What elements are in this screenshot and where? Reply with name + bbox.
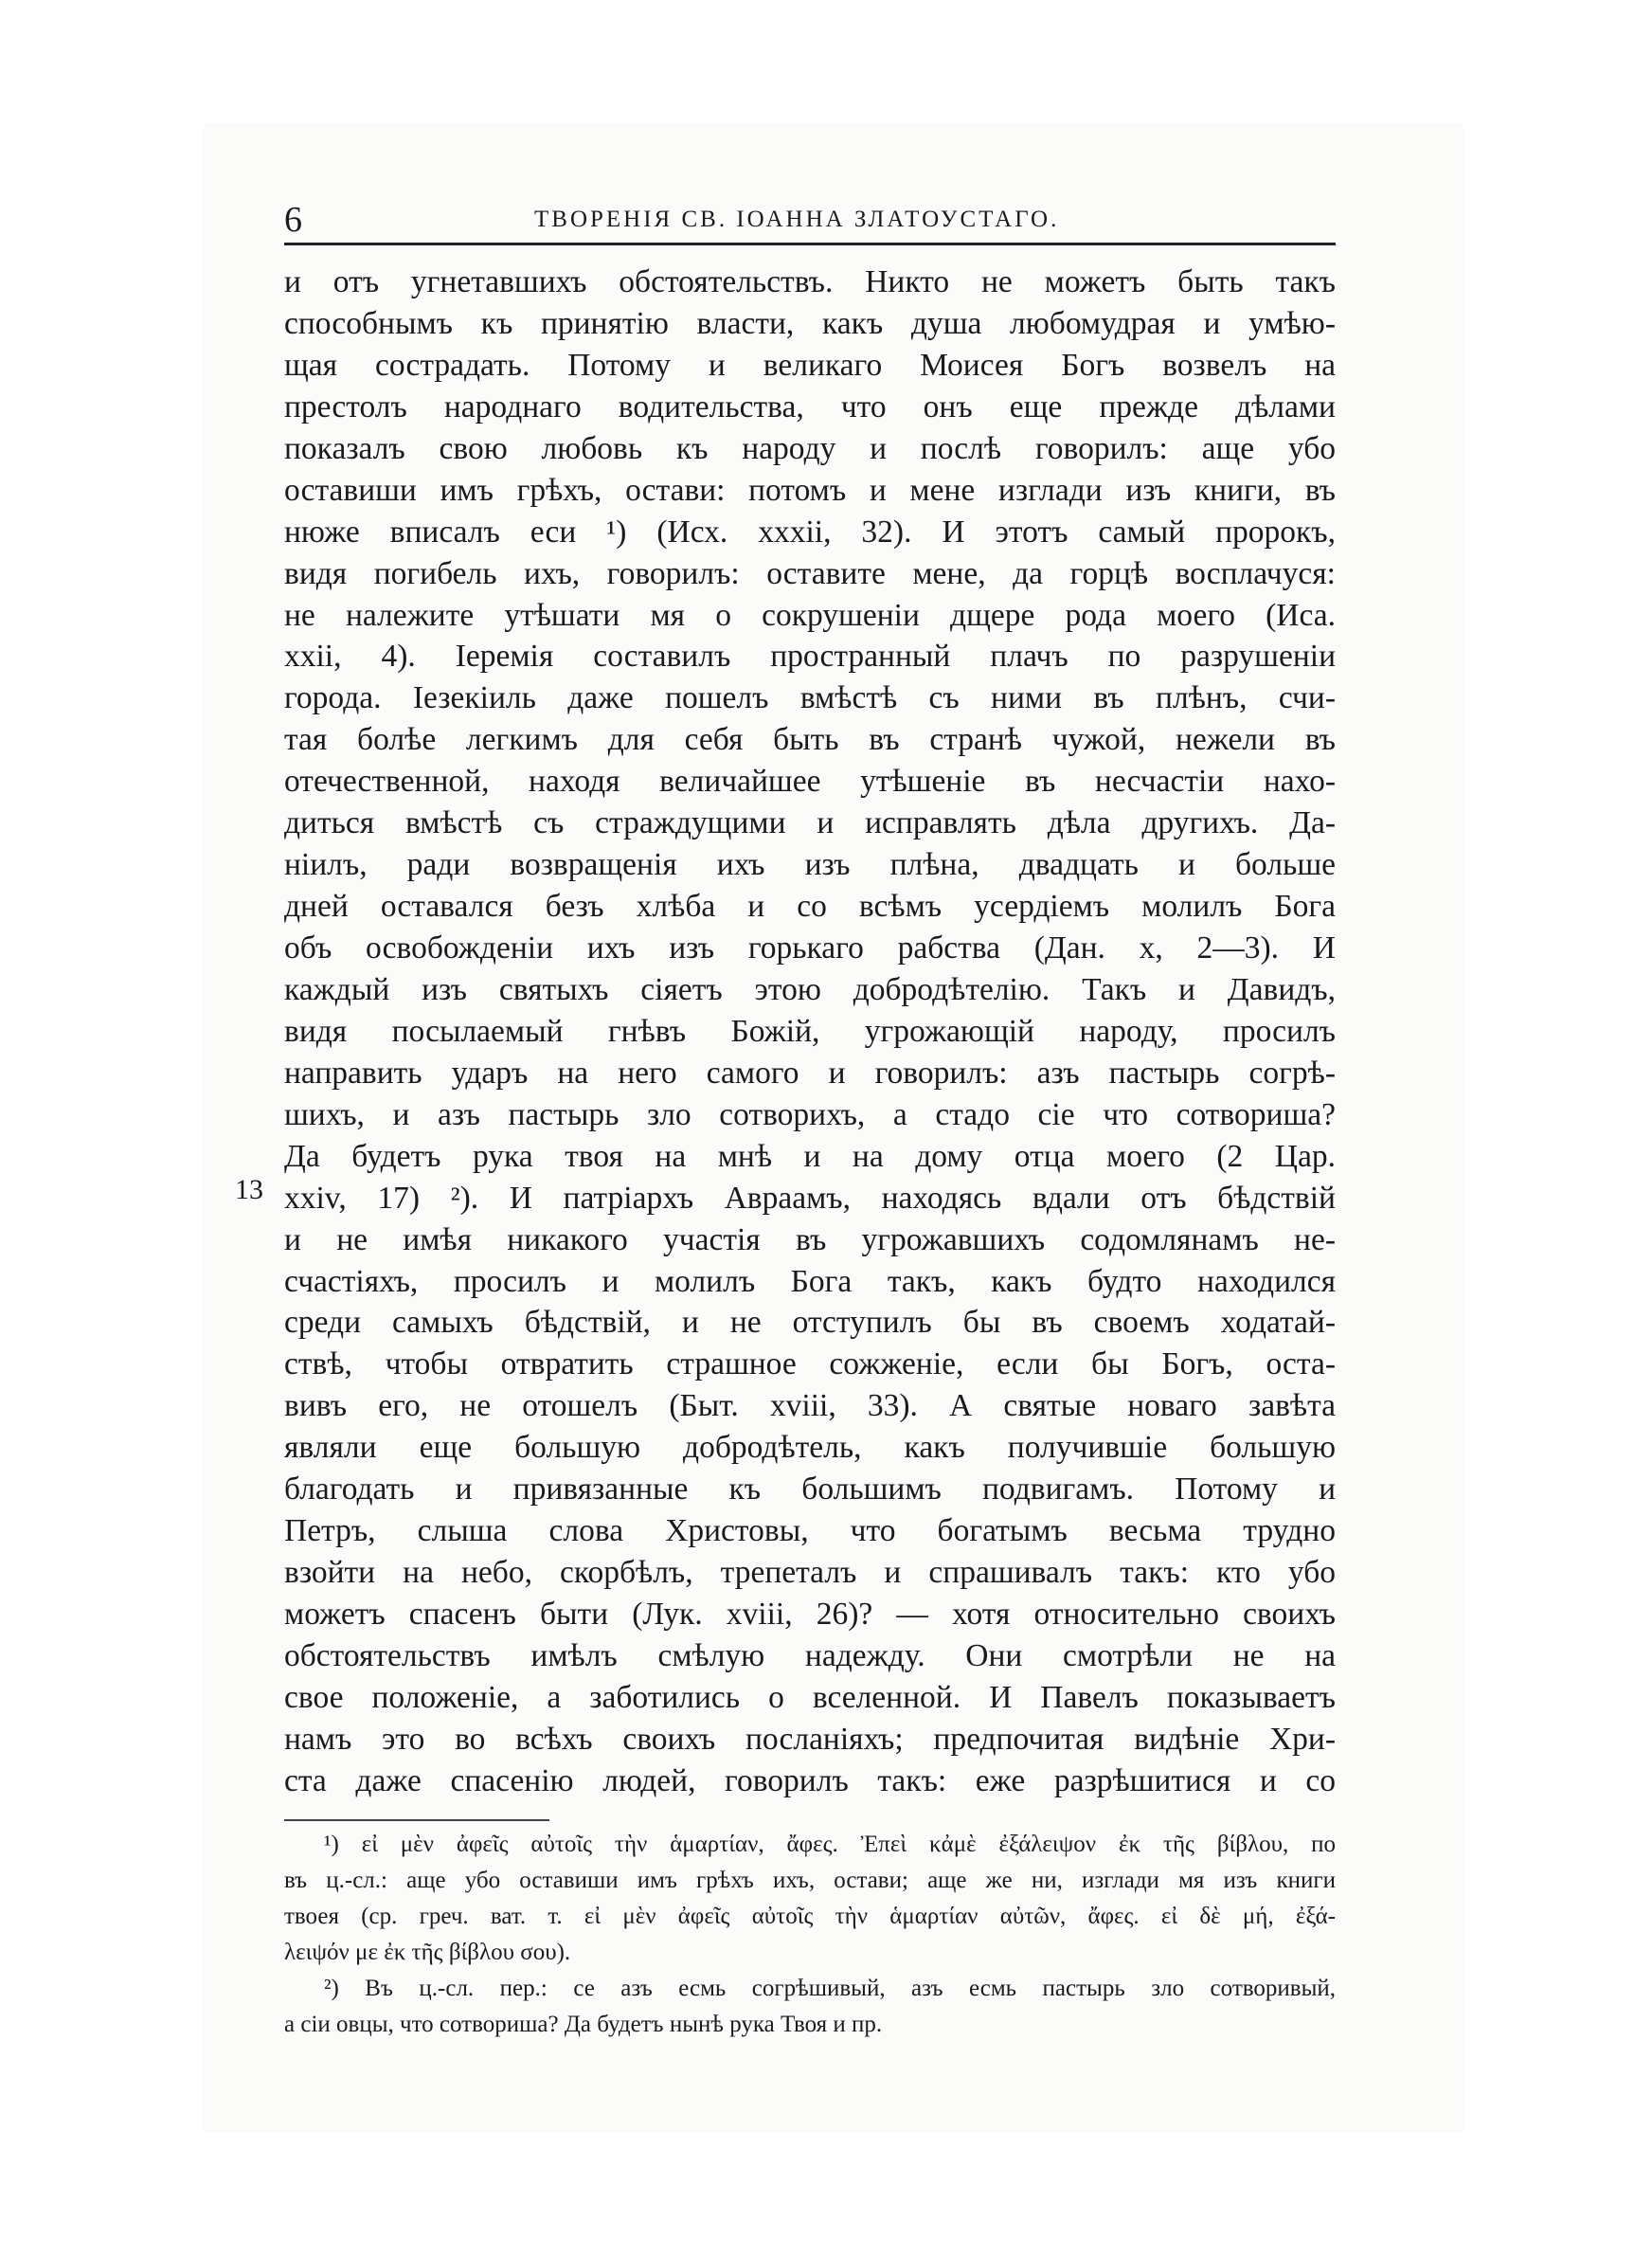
footnote-line: въ ц.-сл.: аще убо оставиши имъ грѣхъ ихъ, остави; аще же ни, изглади мя изъ книги [284,1868,1336,1893]
text-line: отечественной, находя величайшее утѣшеніе въ несчастіи нахо- [284,764,1336,800]
page-number: 6 [284,200,302,240]
text-line: являли еще большую добродѣтель, какъ получившіе большую [284,1430,1336,1466]
footnote-line: ²) Въ ц.-сл. пер.: се азъ есмь согрѣшивый, азъ есмь пастырь зло сотворивый, [324,1976,1336,2001]
text-line: обстоятельствъ имѣлъ смѣлую надежду. Они смотрѣли не на [284,1637,1336,1673]
text-line: каждый изъ святыхъ сіяетъ этою добродѣтелію. Такъ и Давидъ, [284,971,1336,1007]
footnote-divider [284,1819,549,1821]
text-line: ста даже спасенію людей, говорилъ такъ: еже разрѣшитися и со [284,1762,1336,1798]
text-line: престолъ народнаго водительства, что онъ еще прежде дѣлами [284,388,1336,424]
text-line: ствѣ, чтобы отвратить страшное сожженіе, если бы Богъ, оста- [284,1346,1336,1382]
text-line: дней оставался безъ хлѣба и со всѣмъ усердіемъ молилъ Бога [284,889,1336,925]
running-title: ТВОРЕНІЯ СВ. ІОАННА ЗЛАТОУСТАГО. [534,207,1060,232]
text-line: счастіяхъ, просилъ и молилъ Бога такъ, какъ будто находился [284,1263,1336,1299]
footnote-line: λειψόν με ἐκ τῆς βίβλου σου). [284,1940,571,1965]
text-line: xxii, 4). Іеремія составилъ пространный плачъ по разрушеніи [284,639,1336,675]
text-line: показалъ свою любовь къ народу и послѣ говорилъ: аще убо [284,430,1336,466]
text-line: не належите утѣшати мя о сокрушеніи дщере рода моего (Иса. [284,597,1336,633]
text-line: и отъ угнетавшихъ обстоятельствъ. Никто не можетъ быть такъ [284,264,1336,299]
footnote-line: ¹) εἰ μὲν ἀφεῖς αὐτοῖς τὴν ἁμαρτίαν, ἄφες. Ἐπεὶ κἀμὲ ἐξάλειψον ἐκ τῆς βίβλου, по [324,1832,1336,1857]
text-line: ніилъ, ради возвращенія ихъ изъ плѣна, двадцать и больше [284,847,1336,883]
body-text [284,262,1336,1802]
text-line: объ освобожденіи ихъ изъ горькаго рабства (Дан. x, 2—3). И [284,930,1336,966]
text-line: среди самыхъ бѣдствій, и не отступилъ бы въ своемъ ходатай- [284,1305,1336,1341]
text-line: намъ это во всѣхъ своихъ посланіяхъ; предпочитая видѣніе Хри- [284,1721,1336,1757]
footnote-line: твоея (ср. греч. ват. т. εἰ μὲν ἀφεῖς αὐτοῖς τὴν ἁμαρτίαν αὐτῶν, ἄφες. εἰ δὲ μή, ἐξά- [284,1904,1336,1929]
text-line: направить ударъ на него самого и говорилъ: азъ пастырь согрѣ- [284,1055,1336,1091]
text-line: видя посылаемый гнѣвъ Божій, угрожающій народу, просилъ [284,1013,1336,1049]
text-line: можетъ спасенъ быти (Лук. xviii, 26)? — хотя относительно своихъ [284,1597,1336,1632]
text-line: свое положеніе, а заботились о вселенной. И Павелъ показываетъ [284,1679,1336,1715]
text-line: благодать и привязанные къ большимъ подвигамъ. Потому и [284,1472,1336,1508]
text-line: шихъ, и азъ пастырь зло сотворихъ, а стадо сіе что сотвориша? [284,1096,1336,1132]
text-line: видя погибель ихъ, говорилъ: оставите мене, да горцѣ восплачуся: [284,555,1336,591]
text-line: оставиши имъ грѣхъ, остави: потомъ и мене изглади изъ книги, въ [284,472,1336,508]
text-line: диться вмѣстѣ съ страждущими и исправлять дѣла другихъ. Да- [284,805,1336,841]
text-line: вивъ его, не отошелъ (Быт. xviii, 33). А святые новаго завѣта [284,1388,1336,1424]
text-line: Да будетъ рука твоя на мнѣ и на дому отца моего (2 Цар. [284,1138,1336,1174]
text-line: способнымъ къ принятію власти, какъ душа любомудрая и умѣю- [284,305,1336,341]
margin-marker: 13 [235,1174,263,1205]
text-line: тая болѣе легкимъ для себя быть въ странѣ чужой, нежели въ [284,722,1336,758]
running-header [284,197,1336,245]
text-line: нюже вписалъ еси ¹) (Исх. xxxii, 32). И этотъ самый пророкъ, [284,514,1336,550]
text-line: Петръ, слыша слова Христовы, что богатымъ весьма трудно [284,1513,1336,1549]
text-line: щая сострадать. Потому и великаго Моисея Богъ возвелъ на [284,347,1336,383]
text-line: города. Іезекіиль даже пошелъ вмѣстѣ съ ними въ плѣнъ, счи- [284,680,1336,716]
footnotes [284,1827,1336,2043]
footnote-line: а сіи овцы, что сотвориша? Да будетъ нынѣ рука Твоя и пр. [284,2012,883,2037]
text-line: взойти на небо, скорбѣлъ, трепеталъ и спрашивалъ такъ: кто убо [284,1555,1336,1591]
text-line: и не имѣя никакого участія въ угрожавшихъ содомлянамъ не- [284,1221,1336,1257]
text-line: xxiv, 17) ²). И патріархъ Авраамъ, находясь вдали отъ бѣдствій [284,1180,1336,1216]
